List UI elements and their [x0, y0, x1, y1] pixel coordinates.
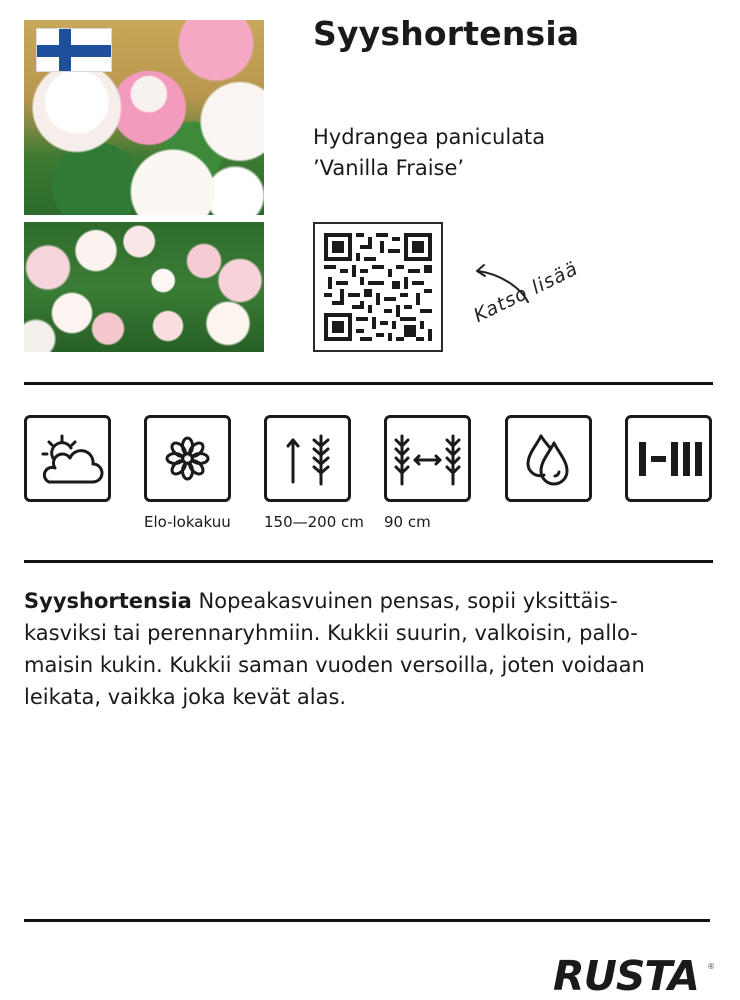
qr-caption: Katso lisää	[470, 257, 582, 327]
latin-name-species: Hydrangea paniculata	[313, 125, 546, 149]
product-photo-shrub	[24, 222, 264, 352]
height-icon	[264, 415, 351, 502]
product-photo-closeup	[24, 20, 264, 215]
water-drops-icon	[505, 415, 592, 502]
latin-name-cultivar: ’Vanilla Fraise’	[313, 156, 465, 180]
rusta-logo: RUSTA	[553, 952, 699, 1000]
hardiness-zone-icon	[625, 415, 712, 502]
qr-code-icon	[324, 233, 432, 341]
divider	[24, 919, 710, 922]
bloom-time-label: Elo-lokakuu	[144, 513, 231, 531]
registered-mark: ®	[707, 962, 715, 971]
product-title: Syyshortensia	[313, 14, 580, 53]
description-lead: Syyshortensia	[24, 589, 192, 613]
divider	[24, 560, 713, 563]
divider	[24, 382, 713, 385]
flower-icon	[144, 415, 231, 502]
sun-cloud-icon	[24, 415, 111, 502]
height-label: 150—200 cm	[264, 513, 364, 531]
finland-flag-icon	[36, 28, 112, 72]
latin-name	[313, 122, 545, 184]
product-description: Syyshortensia Nopeakasvuinen pensas, sopii yksittäis- kasviksi tai perennaryhmiin. Kukkii suurin, valkoisin, pallo- maisin kukin. Kukkii saman vuoden versoilla, joten voidaan leikata, vaikka joka kevät alas.	[24, 589, 645, 709]
spacing-icon	[384, 415, 471, 502]
qr-code[interactable]	[313, 222, 443, 352]
spacing-label: 90 cm	[384, 513, 431, 531]
